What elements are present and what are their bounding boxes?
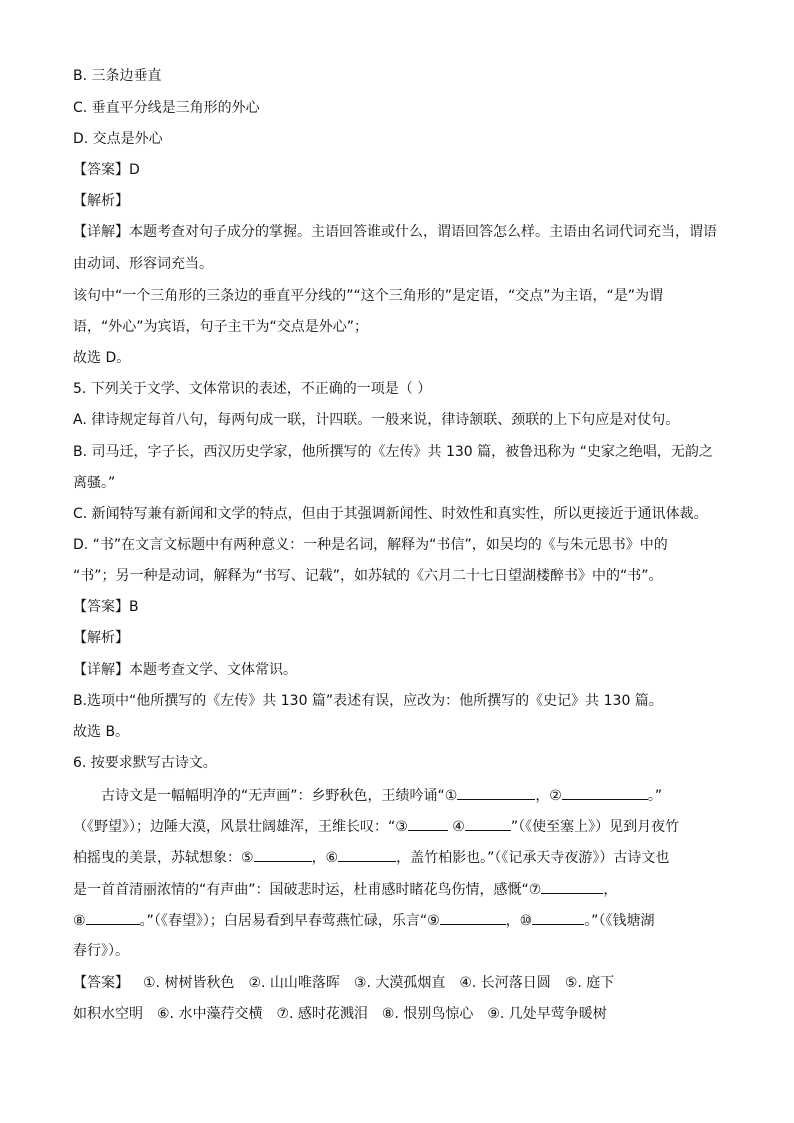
q6-answer-2: ②. 山山唯落晖 [248,975,340,991]
q5-detail-line-1: 【详解】本题考查文学、文体常识。 [73,662,297,678]
q6-answer-4: ④. 长河落日圆 [459,975,551,991]
q4-conclusion: 故选 D。 [73,350,131,366]
q5-option-b-line-1: B. 司马迁，字子长，西汉历史学家，他所撰写的《左传》共 130 篇，被鲁迅称为 “史家之绝唱，无韵之 [73,444,713,460]
q6-answer-5-part-2: 如积水空明 [73,1006,143,1022]
q6-text: 。”（《钱塘湖 [584,913,655,929]
q4-option-b: B. 三条边垂直 [73,68,162,84]
q6-answer-6: ⑥. 水中藻荇交横 [157,1006,263,1022]
q5-option-b-line-2: 离骚。” [73,475,116,491]
q4-detail-line-3: 该句中“一个三角形的三条边的垂直平分线的”“这个三角形的”是定语，“交点”为主语，“是”为谓 [73,288,664,304]
q6-text: ，② [535,788,562,804]
q6-passage-line-5 [73,910,721,931]
q6-answer-9: ⑨. 几处早莺争暖树 [487,1006,607,1022]
q6-answer-1: ①. 树树皆秋色 [143,975,235,991]
q6-answer-3: ③. 大漠孤烟直 [353,975,446,991]
q6-text: 柏摇曳的美景，苏轼想象：⑤ [73,850,254,866]
fill-blank-9[interactable] [440,910,506,925]
q6-passage-line-4 [73,879,721,900]
q6-answer-8: ⑧. 恨别鸟惊心 [381,1006,474,1022]
q5-option-d-line-1: D. “书”在文言文标题中有两种意义：一种是名词，解释为“书信”，如吴均的《与朱元思书》中的 [73,537,668,553]
q6-passage-line-1 [101,785,721,806]
q6-text: ④ [447,819,465,835]
q6-answer-7: ⑦. 感时花溅泪 [276,1006,368,1022]
q6-text: ⑧ [73,913,86,929]
q6-answer-label: 【答案】 [73,975,129,991]
q6-text: 。” [647,788,663,804]
q5-answer: 【答案】B [73,599,139,615]
q6-text: ，盖竹柏影也。”（《记承天寺夜游》）古诗文也 [396,850,670,866]
q5-stem: 5. 下列关于文学、文体常识的表述，不正确的一项是（ ） [73,381,432,397]
q6-text: ，⑥ [311,850,339,866]
q6-stem: 6. 按要求默写古诗文。 [73,755,217,771]
q5-option-a: A. 律诗规定每首八句，每两句成一联，计四联。一般来说，律诗颔联、颈联的上下句应是对仗句。 [73,412,680,428]
q6-passage-line-3 [73,847,721,868]
q6-answer-line-1 [73,973,721,993]
q4-answer: 【答案】D [73,162,140,178]
q6-text: 。”（《春望》）；白居易看到早春莺燕忙碌，乐言“⑨ [139,913,440,929]
q4-option-d: D. 交点是外心 [73,131,163,147]
fill-blank-3[interactable] [408,816,448,831]
q4-option-c: C. 垂直平分线是三角形的外心 [73,100,260,116]
q4-detail-line-1: 【详解】本题考查对句子成分的掌握。主语回答谁或什么，谓语回答怎么样。主语由名词代词充当，谓语 [73,224,717,240]
q4-detail-line-4: 语，“外心”为宾语，句子主干为“交点是外心”； [73,319,369,335]
fill-blank-10[interactable] [532,910,584,925]
q4-analysis-label: 【解析】 [73,193,129,209]
q5-option-c: C. 新闻特写兼有新闻和文学的特点，但由于其强调新闻性、时效性和真实性，所以更接近于通讯体裁。 [73,506,708,522]
q6-text: ， [603,882,618,898]
fill-blank-7[interactable] [541,879,603,894]
q6-text: 是一首首清丽浓情的“有声曲”：国破悲时运，杜甫感时睹花鸟伤情，感慨“⑦ [73,882,542,898]
q5-detail-line-2: B.选项中“他所撰写的《左传》共 130 篇”表述有误，应改为：他所撰写的《史记》共 130 篇。 [73,693,663,709]
q6-text: ”（《使至塞上》）见到月夜竹 [510,819,680,835]
q5-conclusion: 故选 B。 [73,724,130,740]
q4-detail-line-2: 由动词、形容词充当。 [73,256,213,272]
q5-option-d-line-2: “书”；另一种是动词，解释为“书写、记载”，如苏轼的《六月二十七日望湖楼醉书》中的“书”。 [73,568,663,584]
fill-blank-5[interactable] [254,847,312,862]
fill-blank-2[interactable] [562,785,648,800]
fill-blank-4[interactable] [465,816,511,831]
fill-blank-8[interactable] [86,910,140,925]
q6-text: 古诗文是一幅幅明净的“无声画”：乡野秋色，王绩吟诵“① [101,788,458,804]
q6-answer-line-2 [73,1004,721,1024]
q6-passage-line-6: 春行》）。 [73,943,129,959]
q6-text: ，⑩ [505,913,533,929]
q6-text: （《野望》）；边陲大漠，风景壮阔雄浑，王维长叹：“③ [73,819,408,835]
fill-blank-1[interactable] [457,785,535,800]
q6-answer-5-part-1: ⑤. 庭下 [564,975,615,991]
q5-analysis-label: 【解析】 [73,630,129,646]
fill-blank-6[interactable] [338,847,396,862]
q6-passage-line-2 [73,816,721,837]
